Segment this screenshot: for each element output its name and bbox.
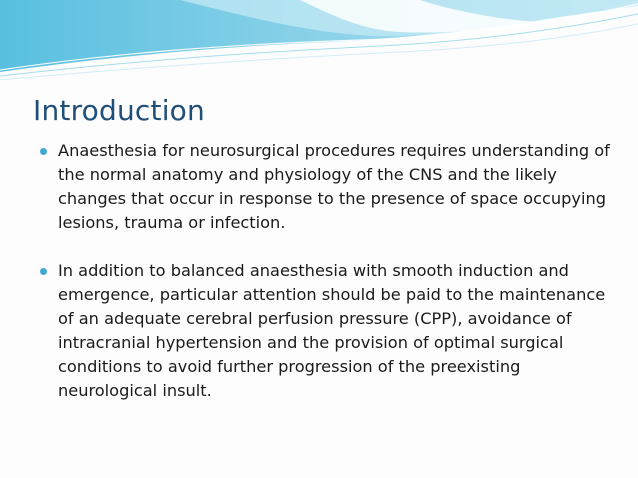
slide-title: Introduction	[33, 94, 205, 127]
header-wave-decoration	[0, 0, 638, 80]
bullet-dot-icon	[40, 148, 47, 155]
bullet-text: Anaesthesia for neurosurgical procedures requires understanding of the normal anatomy and physiology of the CNS and the likely changes that occur in response to the presence of space occupying lesions, trauma or infection.	[58, 141, 610, 232]
bullet-text: In addition to balanced anaesthesia with smooth induction and emergence, particular attention should be paid to the maintenance of an adequate cerebral perfusion pressure (CPP), avoidance of intracranial hypertension and the provision of optimal surgical conditions to avoid further progression of the preexisting neurological insult.	[58, 261, 606, 400]
bullet-dot-icon	[40, 268, 47, 275]
bullet-list	[40, 139, 620, 403]
bullet-item	[40, 259, 620, 403]
bullet-item	[40, 139, 620, 235]
